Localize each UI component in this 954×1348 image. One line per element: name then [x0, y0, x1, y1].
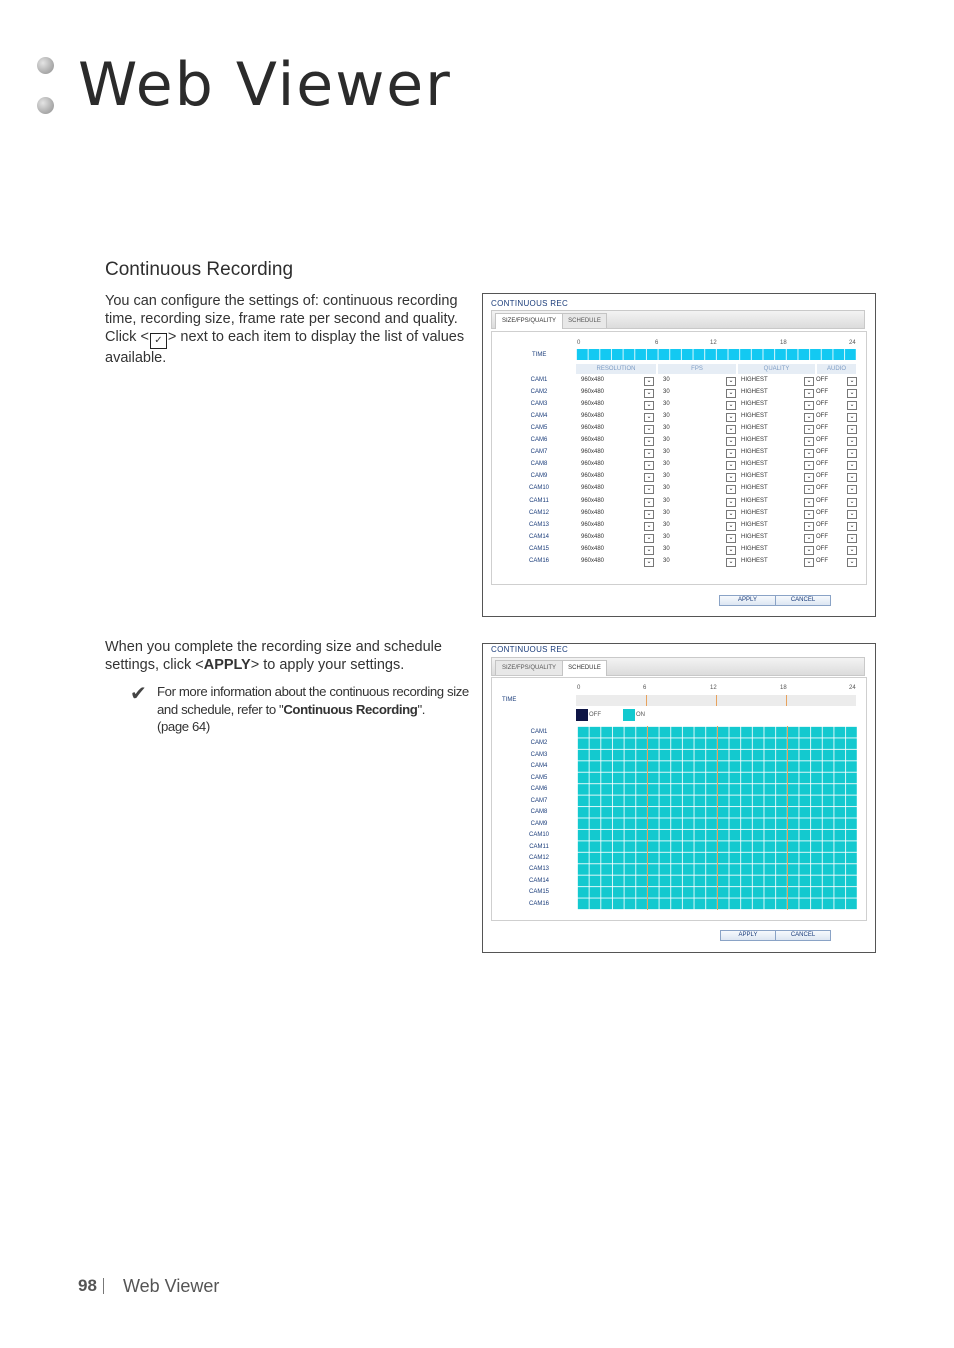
tab-schedule[interactable]: SCHEDULE	[562, 660, 607, 676]
resolution-value: 960x480	[581, 473, 605, 480]
resolution-value: 960x480	[581, 509, 605, 516]
tab-bar	[491, 657, 865, 676]
camera-label: CAM5	[530, 425, 548, 432]
fps-dropdown[interactable]: ⌄	[726, 449, 736, 458]
resolution-dropdown[interactable]: ⌄	[644, 401, 654, 410]
note-text-end: ".	[417, 701, 425, 717]
panel-title: CONTINUOUS REC	[491, 645, 569, 654]
resolution-value: 960x480	[581, 437, 605, 444]
hour-label: 6	[655, 340, 659, 346]
grid-divider	[787, 726, 788, 910]
quality-value: HIGHEST	[741, 425, 768, 432]
apply-text-end: > to apply your settings.	[250, 657, 405, 674]
settings-area	[491, 331, 867, 585]
audio-value: OFF	[816, 497, 828, 504]
column-header-quality: QUALITY	[738, 364, 815, 374]
ruler-tick	[646, 695, 647, 706]
camera-label: CAM2	[530, 389, 548, 396]
camera-label: CAM12	[528, 854, 549, 861]
fps-dropdown[interactable]: ⌄	[726, 377, 736, 386]
fps-value: 30	[663, 557, 670, 564]
camera-label: CAM10	[528, 485, 549, 492]
quality-value: HIGHEST	[741, 413, 768, 420]
reference-note	[157, 683, 477, 736]
quality-dropdown[interactable]: ⌄	[804, 461, 814, 470]
checkmark-icon: ✔	[130, 683, 147, 705]
camera-label: CAM13	[528, 866, 549, 873]
chevron-down-icon: ✓	[150, 333, 167, 349]
quality-value: HIGHEST	[741, 509, 768, 516]
camera-label: CAM15	[528, 545, 549, 552]
quality-value: HIGHEST	[741, 533, 768, 540]
audio-value: OFF	[816, 557, 828, 564]
quality-value: HIGHEST	[741, 545, 768, 552]
audio-dropdown[interactable]: ⌄	[847, 389, 857, 398]
legend-on-label: ON	[636, 712, 645, 718]
audio-value: OFF	[816, 521, 828, 528]
resolution-dropdown[interactable]: ⌄	[644, 389, 654, 398]
quality-value: HIGHEST	[741, 461, 768, 468]
resolution-value: 960x480	[581, 425, 605, 432]
camera-label: CAM3	[530, 401, 548, 408]
resolution-dropdown[interactable]: ⌄	[644, 449, 654, 458]
resolution-value: 960x480	[581, 533, 605, 540]
resolution-dropdown[interactable]: ⌄	[644, 510, 654, 519]
camera-label: CAM7	[530, 449, 548, 456]
camera-label: CAM6	[530, 786, 548, 793]
resolution-dropdown[interactable]: ⌄	[644, 558, 654, 567]
fps-dropdown[interactable]: ⌄	[726, 534, 736, 543]
legend-on-swatch[interactable]	[623, 709, 635, 721]
cancel-button[interactable]: CANCEL	[775, 930, 831, 941]
audio-dropdown[interactable]: ⌄	[847, 413, 857, 422]
size-fps-quality-screenshot	[482, 293, 876, 617]
camera-label: CAM7	[530, 797, 548, 804]
quality-value: HIGHEST	[741, 401, 768, 408]
audio-dropdown[interactable]: ⌄	[847, 461, 857, 470]
note-page-ref: (page 64)	[157, 719, 210, 734]
tab-size-fps-quality[interactable]: SIZE/FPS/QUALITY	[495, 660, 563, 675]
note-text-start: For more information about the continuous recording size and schedule, refer to "	[157, 684, 469, 717]
audio-dropdown[interactable]: ⌄	[847, 522, 857, 531]
hour-label: 6	[643, 685, 647, 691]
resolution-dropdown[interactable]: ⌄	[644, 461, 654, 470]
quality-dropdown[interactable]: ⌄	[804, 449, 814, 458]
resolution-dropdown[interactable]: ⌄	[644, 377, 654, 386]
resolution-dropdown[interactable]: ⌄	[644, 413, 654, 422]
audio-value: OFF	[816, 449, 828, 456]
audio-dropdown[interactable]: ⌄	[847, 558, 857, 567]
column-header-audio: AUDIO	[817, 364, 856, 374]
fps-dropdown[interactable]: ⌄	[726, 425, 736, 434]
camera-label: CAM8	[530, 461, 548, 468]
quality-value: HIGHEST	[741, 497, 768, 504]
resolution-dropdown[interactable]: ⌄	[644, 473, 654, 482]
audio-dropdown[interactable]: ⌄	[847, 485, 857, 494]
ruler-tick	[786, 695, 787, 706]
apply-keyword: APPLY	[203, 657, 251, 674]
audio-value: OFF	[816, 533, 828, 540]
audio-dropdown[interactable]: ⌄	[847, 510, 857, 519]
resolution-dropdown[interactable]: ⌄	[644, 534, 654, 543]
resolution-dropdown[interactable]: ⌄	[644, 498, 654, 507]
intro-text-start: You can configure the settings of: continuous recording time, recording size, frame rate per second and quality. Click <	[105, 293, 458, 346]
grid-divider	[647, 726, 648, 910]
resolution-dropdown[interactable]: ⌄	[644, 437, 654, 446]
quality-dropdown[interactable]: ⌄	[804, 413, 814, 422]
bullet-dot-icon	[37, 57, 54, 74]
camera-label: CAM11	[529, 843, 549, 850]
time-label: TIME	[502, 697, 517, 703]
intro-text-end: > next to each item to display the list of values available.	[105, 329, 465, 367]
apply-paragraph	[105, 638, 475, 674]
resolution-value: 960x480	[581, 377, 605, 383]
quality-value: HIGHEST	[741, 377, 768, 383]
audio-dropdown[interactable]: ⌄	[847, 498, 857, 507]
schedule-screenshot	[482, 643, 876, 953]
audio-value: OFF	[816, 509, 828, 516]
hour-label: 12	[710, 340, 717, 346]
quality-dropdown[interactable]: ⌄	[804, 377, 814, 386]
quality-value: HIGHEST	[741, 389, 768, 396]
fps-value: 30	[663, 449, 670, 456]
camera-label: CAM10	[528, 832, 549, 839]
resolution-value: 960x480	[581, 545, 605, 552]
fps-value: 30	[663, 425, 670, 432]
audio-value: OFF	[816, 401, 828, 408]
camera-label: CAM11	[529, 497, 549, 504]
audio-dropdown[interactable]: ⌄	[847, 546, 857, 555]
fps-value: 30	[663, 533, 670, 540]
note-link-title: Continuous Recording	[283, 701, 418, 717]
fps-dropdown[interactable]: ⌄	[726, 413, 736, 422]
camera-label: CAM9	[530, 820, 548, 827]
resolution-value: 960x480	[581, 521, 605, 528]
camera-label: CAM3	[530, 751, 548, 758]
resolution-value: 960x480	[581, 497, 605, 504]
camera-label: CAM12	[528, 509, 549, 516]
audio-value: OFF	[816, 413, 828, 420]
camera-label: CAM1	[530, 729, 548, 735]
audio-value: OFF	[816, 545, 828, 552]
hour-label: 0	[577, 685, 581, 691]
hour-label: 12	[710, 685, 717, 691]
quality-value: HIGHEST	[741, 473, 768, 480]
quality-value: HIGHEST	[741, 521, 768, 528]
tab-bar	[491, 310, 865, 329]
fps-dropdown[interactable]: ⌄	[726, 473, 736, 482]
quality-dropdown[interactable]: ⌄	[804, 401, 814, 410]
resolution-value: 960x480	[581, 401, 605, 408]
fps-dropdown[interactable]: ⌄	[726, 558, 736, 567]
resolution-value: 960x480	[581, 449, 605, 456]
quality-dropdown[interactable]: ⌄	[804, 437, 814, 446]
camera-label: CAM14	[528, 877, 549, 884]
audio-value: OFF	[816, 389, 828, 396]
quality-value: HIGHEST	[741, 437, 768, 444]
fps-value: 30	[663, 401, 670, 408]
audio-dropdown[interactable]: ⌄	[847, 425, 857, 434]
fps-dropdown[interactable]: ⌄	[726, 485, 736, 494]
audio-dropdown[interactable]: ⌄	[847, 473, 857, 482]
quality-dropdown[interactable]: ⌄	[804, 558, 814, 567]
audio-value: OFF	[816, 485, 828, 492]
audio-value: OFF	[816, 473, 828, 480]
camera-label: CAM5	[530, 774, 548, 781]
fps-value: 30	[663, 497, 670, 504]
resolution-dropdown[interactable]: ⌄	[644, 485, 654, 494]
quality-value: HIGHEST	[741, 557, 768, 564]
intro-paragraph	[105, 292, 475, 368]
resolution-value: 960x480	[581, 485, 605, 492]
cancel-button[interactable]: CANCEL	[775, 595, 831, 606]
hour-label: 24	[849, 685, 856, 691]
fps-value: 30	[663, 437, 670, 444]
fps-value: 30	[663, 377, 670, 383]
audio-dropdown[interactable]: ⌄	[847, 401, 857, 410]
audio-dropdown[interactable]: ⌄	[847, 377, 857, 386]
resolution-value: 960x480	[581, 557, 605, 564]
page-title: Web Viewer	[78, 50, 452, 120]
fps-dropdown[interactable]: ⌄	[726, 510, 736, 519]
ruler-tick	[716, 695, 717, 706]
fps-dropdown[interactable]: ⌄	[726, 389, 736, 398]
camera-label: CAM2	[530, 740, 548, 747]
bullet-dot-icon	[37, 97, 54, 114]
quality-value: HIGHEST	[741, 485, 768, 492]
fps-value: 30	[663, 485, 670, 492]
quality-value: HIGHEST	[741, 449, 768, 456]
resolution-dropdown[interactable]: ⌄	[644, 546, 654, 555]
camera-label: CAM16	[528, 557, 549, 564]
audio-dropdown[interactable]: ⌄	[847, 534, 857, 543]
camera-label: CAM16	[528, 900, 549, 907]
section-title: Continuous Recording	[105, 259, 294, 280]
fps-dropdown[interactable]: ⌄	[726, 437, 736, 446]
audio-value: OFF	[816, 437, 828, 444]
camera-label: CAM13	[528, 521, 549, 528]
quality-dropdown[interactable]: ⌄	[804, 485, 814, 494]
column-header-resolution: RESOLUTION	[576, 364, 656, 374]
quality-dropdown[interactable]: ⌄	[804, 510, 814, 519]
hour-label: 18	[780, 340, 787, 346]
time-ruler	[576, 695, 856, 706]
fps-value: 30	[663, 461, 670, 468]
legend-off-label: OFF	[589, 712, 601, 718]
audio-value: OFF	[816, 461, 828, 468]
tab-size-fps-quality[interactable]: SIZE/FPS/QUALITY	[495, 313, 563, 329]
quality-dropdown[interactable]: ⌄	[804, 546, 814, 555]
fps-dropdown[interactable]: ⌄	[726, 522, 736, 531]
apply-button[interactable]: APPLY	[719, 595, 776, 606]
schedule-area	[491, 677, 867, 921]
quality-dropdown[interactable]: ⌄	[804, 534, 814, 543]
fps-value: 30	[663, 521, 670, 528]
camera-label: CAM6	[530, 437, 548, 444]
camera-label: CAM8	[530, 809, 548, 816]
quality-dropdown[interactable]: ⌄	[804, 473, 814, 482]
fps-dropdown[interactable]: ⌄	[726, 401, 736, 410]
fps-dropdown[interactable]: ⌄	[726, 461, 736, 470]
camera-label: CAM15	[528, 889, 549, 896]
panel-title: CONTINUOUS REC	[491, 299, 569, 308]
camera-label: CAM1	[530, 377, 548, 383]
audio-value: OFF	[816, 377, 828, 383]
fps-value: 30	[663, 545, 670, 552]
camera-label: CAM4	[530, 413, 548, 420]
legend-off-swatch[interactable]	[576, 709, 588, 721]
page-number: 98	[78, 1276, 97, 1295]
time-label: TIME	[532, 352, 547, 358]
camera-label: CAM4	[530, 763, 548, 770]
quality-dropdown[interactable]: ⌄	[804, 389, 814, 398]
fps-value: 30	[663, 389, 670, 396]
footer-divider	[103, 1278, 104, 1294]
resolution-value: 960x480	[581, 413, 605, 420]
apply-text-start: When you complete the recording size and schedule settings, click <	[105, 639, 442, 674]
camera-label: CAM9	[530, 473, 548, 480]
apply-button[interactable]: APPLY	[720, 930, 776, 941]
quality-dropdown[interactable]: ⌄	[804, 498, 814, 507]
tab-schedule[interactable]: SCHEDULE	[562, 313, 607, 328]
fps-value: 30	[663, 509, 670, 516]
quality-dropdown[interactable]: ⌄	[804, 425, 814, 434]
resolution-dropdown[interactable]: ⌄	[644, 425, 654, 434]
column-header-fps: FPS	[658, 364, 736, 374]
resolution-value: 960x480	[581, 389, 605, 396]
fps-dropdown[interactable]: ⌄	[726, 498, 736, 507]
resolution-value: 960x480	[581, 461, 605, 468]
hour-label: 0	[577, 340, 581, 346]
hour-label: 24	[849, 340, 856, 346]
footer-section-name: Web Viewer	[123, 1276, 220, 1296]
quality-dropdown[interactable]: ⌄	[804, 522, 814, 531]
audio-value: OFF	[816, 425, 828, 432]
fps-value: 30	[663, 413, 670, 420]
audio-dropdown[interactable]: ⌄	[847, 437, 857, 446]
resolution-dropdown[interactable]: ⌄	[644, 522, 654, 531]
camera-label: CAM14	[528, 533, 549, 540]
fps-dropdown[interactable]: ⌄	[726, 546, 736, 555]
grid-divider	[717, 726, 718, 910]
fps-value: 30	[663, 473, 670, 480]
time-bar[interactable]	[576, 349, 856, 360]
hour-label: 18	[780, 685, 787, 691]
audio-dropdown[interactable]: ⌄	[847, 449, 857, 458]
